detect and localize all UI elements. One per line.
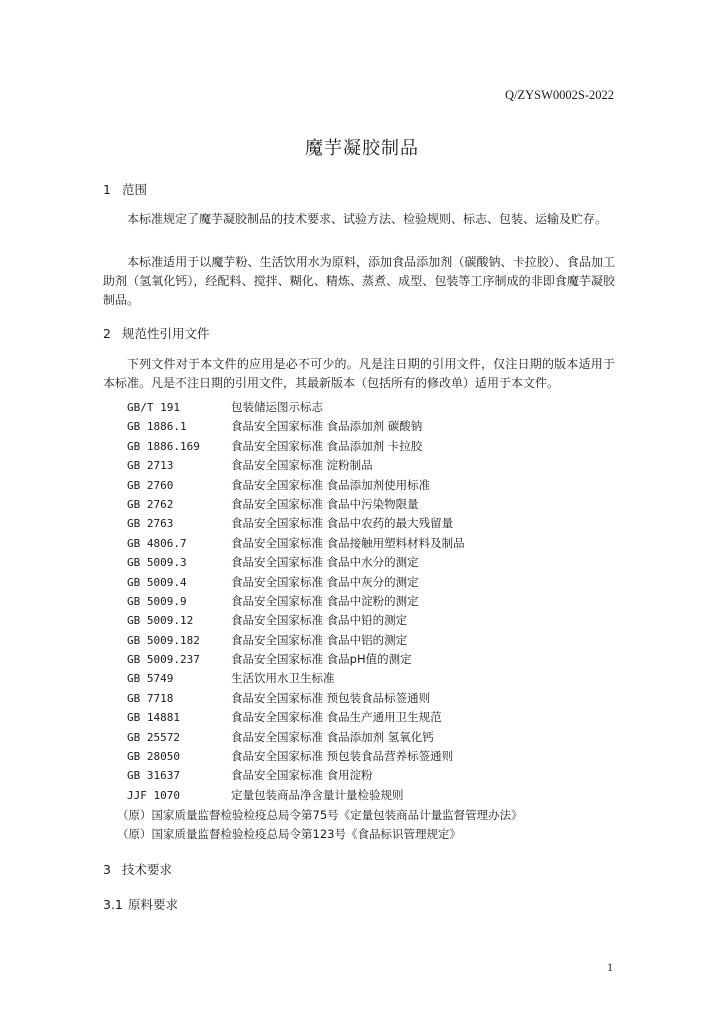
reference-name: 食品安全国家标准 淀粉制品 xyxy=(231,458,373,473)
reference-code: GB 5009.12 xyxy=(127,614,194,628)
reference-code: GB 2762 xyxy=(127,497,174,511)
section-3-1-heading xyxy=(103,895,178,913)
reference-name: 食品安全国家标准 食品中农药的最大残留量 xyxy=(231,516,454,531)
scope-paragraph-1: 本标准规定了魔芋凝胶制品的技术要求、试验方法、检验规则、标志、包装、运输及贮存。 xyxy=(127,212,608,226)
reference-item xyxy=(127,708,465,727)
reference-item xyxy=(127,495,465,514)
reference-name: 食品安全国家标准 食品中淀粉的测定 xyxy=(231,593,419,608)
reference-name: 食品安全国家标准 食品添加剂 碳酸钠 xyxy=(231,419,423,434)
reference-item xyxy=(127,514,465,533)
reference-code: GB 2763 xyxy=(127,517,174,531)
reference-name: 食品安全国家标准 食品添加剂 氢氧化钙 xyxy=(231,729,434,744)
reference-name: 食品安全国家标准 食品生产通用卫生规范 xyxy=(231,710,442,725)
reference-item xyxy=(127,728,465,747)
reference-item xyxy=(127,437,465,456)
document-title: 魔芋凝胶制品 xyxy=(305,138,419,159)
reference-item xyxy=(127,476,465,495)
section-1-heading xyxy=(103,180,147,198)
reference-item xyxy=(127,669,465,688)
reference-item xyxy=(127,398,465,417)
reference-item xyxy=(127,592,465,611)
reference-code: GB 2760 xyxy=(127,478,174,492)
reference-code: GB 7718 xyxy=(127,691,174,705)
reference-item xyxy=(127,611,465,630)
section-number: 2 xyxy=(103,326,111,341)
section-number: 3.1 xyxy=(103,897,123,912)
reference-code: GB 25572 xyxy=(127,730,180,744)
reference-name: 食品安全国家标准 食品接触用塑料材料及制品 xyxy=(231,535,465,550)
reference-name: 食品安全国家标准 食品中铅的测定 xyxy=(231,613,408,628)
reference-name: 定量包装商品净含量计量检验规则 xyxy=(231,787,404,802)
section-title: 范围 xyxy=(122,182,148,197)
regulation-order-2: （原）国家质量监督检验检疫总局令第123号《食品标识管理规定》 xyxy=(117,827,461,841)
reference-name: 食品安全国家标准 食品添加剂使用标准 xyxy=(231,477,431,492)
reference-code: JJF 1070 xyxy=(127,788,180,802)
section-2-heading xyxy=(103,324,210,342)
reference-name: 食品安全国家标准 预包装食品标签通则 xyxy=(231,690,431,705)
reference-code: GB 5009.182 xyxy=(127,633,200,647)
reference-item xyxy=(127,417,465,436)
reference-item xyxy=(127,534,465,553)
reference-name: 食品安全国家标准 食品中灰分的测定 xyxy=(231,574,419,589)
scope-paragraph-2: 本标准适用于以魔芋粉、生活饮用水为原料，添加食品添加剂（碳酸钠、卡拉胶）、食品加工助剂（氢氧化钙），经配料、搅拌、糊化、精炼、蒸煮、成型、包装等工序制成的非即食魔芋凝胶制品。 xyxy=(103,255,615,307)
reference-name: 食品安全国家标准 预包装食品营养标签通则 xyxy=(231,749,454,764)
section-3-heading xyxy=(103,860,172,878)
reference-code: GB 4806.7 xyxy=(127,536,187,550)
reference-code: GB 28050 xyxy=(127,750,180,764)
reference-name: 食品安全国家标准 食品添加剂 卡拉胶 xyxy=(231,438,423,453)
reference-code: GB 1886.169 xyxy=(127,439,200,453)
reference-code: GB 5009.237 xyxy=(127,653,200,667)
standard-number: Q/ZYSW0002S-2022 xyxy=(504,88,614,102)
reference-item xyxy=(127,650,465,669)
references-intro: 下列文件对于本文件的应用是必不可少的。凡是注日期的引用文件，仅注日期的版本适用于本标准。凡是不注日期的引用文件，其最新版本（包括所有的修改单）适用于本文件。 xyxy=(103,357,615,390)
reference-name: 包装储运图示标志 xyxy=(231,400,323,414)
reference-name: 食品安全国家标准 食用淀粉 xyxy=(231,768,373,783)
section-title: 技术要求 xyxy=(122,862,173,877)
reference-code: GB 5009.4 xyxy=(127,575,187,589)
reference-code: GB 1886.1 xyxy=(127,420,187,434)
section-title: 规范性引用文件 xyxy=(122,326,210,341)
reference-item xyxy=(127,631,465,650)
reference-item xyxy=(127,573,465,592)
reference-name: 食品安全国家标准 食品pH值的测定 xyxy=(231,652,412,667)
reference-code: GB 5749 xyxy=(127,672,174,686)
section-title: 原料要求 xyxy=(128,897,179,912)
reference-code: GB 2713 xyxy=(127,459,174,473)
reference-item xyxy=(127,786,465,805)
reference-item xyxy=(127,689,465,708)
reference-name: 食品安全国家标准 食品中水分的测定 xyxy=(231,555,419,570)
reference-code: GB 14881 xyxy=(127,711,180,725)
section-number: 3 xyxy=(103,862,111,877)
page-number: 1 xyxy=(607,960,613,974)
reference-item xyxy=(127,456,465,475)
section-number: 1 xyxy=(103,182,111,197)
reference-name: 食品安全国家标准 食品中铝的测定 xyxy=(231,632,408,647)
reference-name: 食品安全国家标准 食品中污染物限量 xyxy=(231,496,419,511)
reference-name: 生活饮用水卫生标准 xyxy=(231,671,335,686)
reference-item xyxy=(127,766,465,785)
reference-code: GB/T 191 xyxy=(127,401,180,414)
reference-code: GB 5009.9 xyxy=(127,594,187,608)
reference-code: GB 5009.3 xyxy=(127,556,187,570)
reference-code: GB 31637 xyxy=(127,769,180,783)
regulation-order-1: （原）国家质量监督检验检疫总局令第75号《定量包装商品计量监督管理办法》 xyxy=(117,808,523,822)
reference-item xyxy=(127,553,465,572)
reference-list xyxy=(127,398,465,805)
reference-item xyxy=(127,747,465,766)
